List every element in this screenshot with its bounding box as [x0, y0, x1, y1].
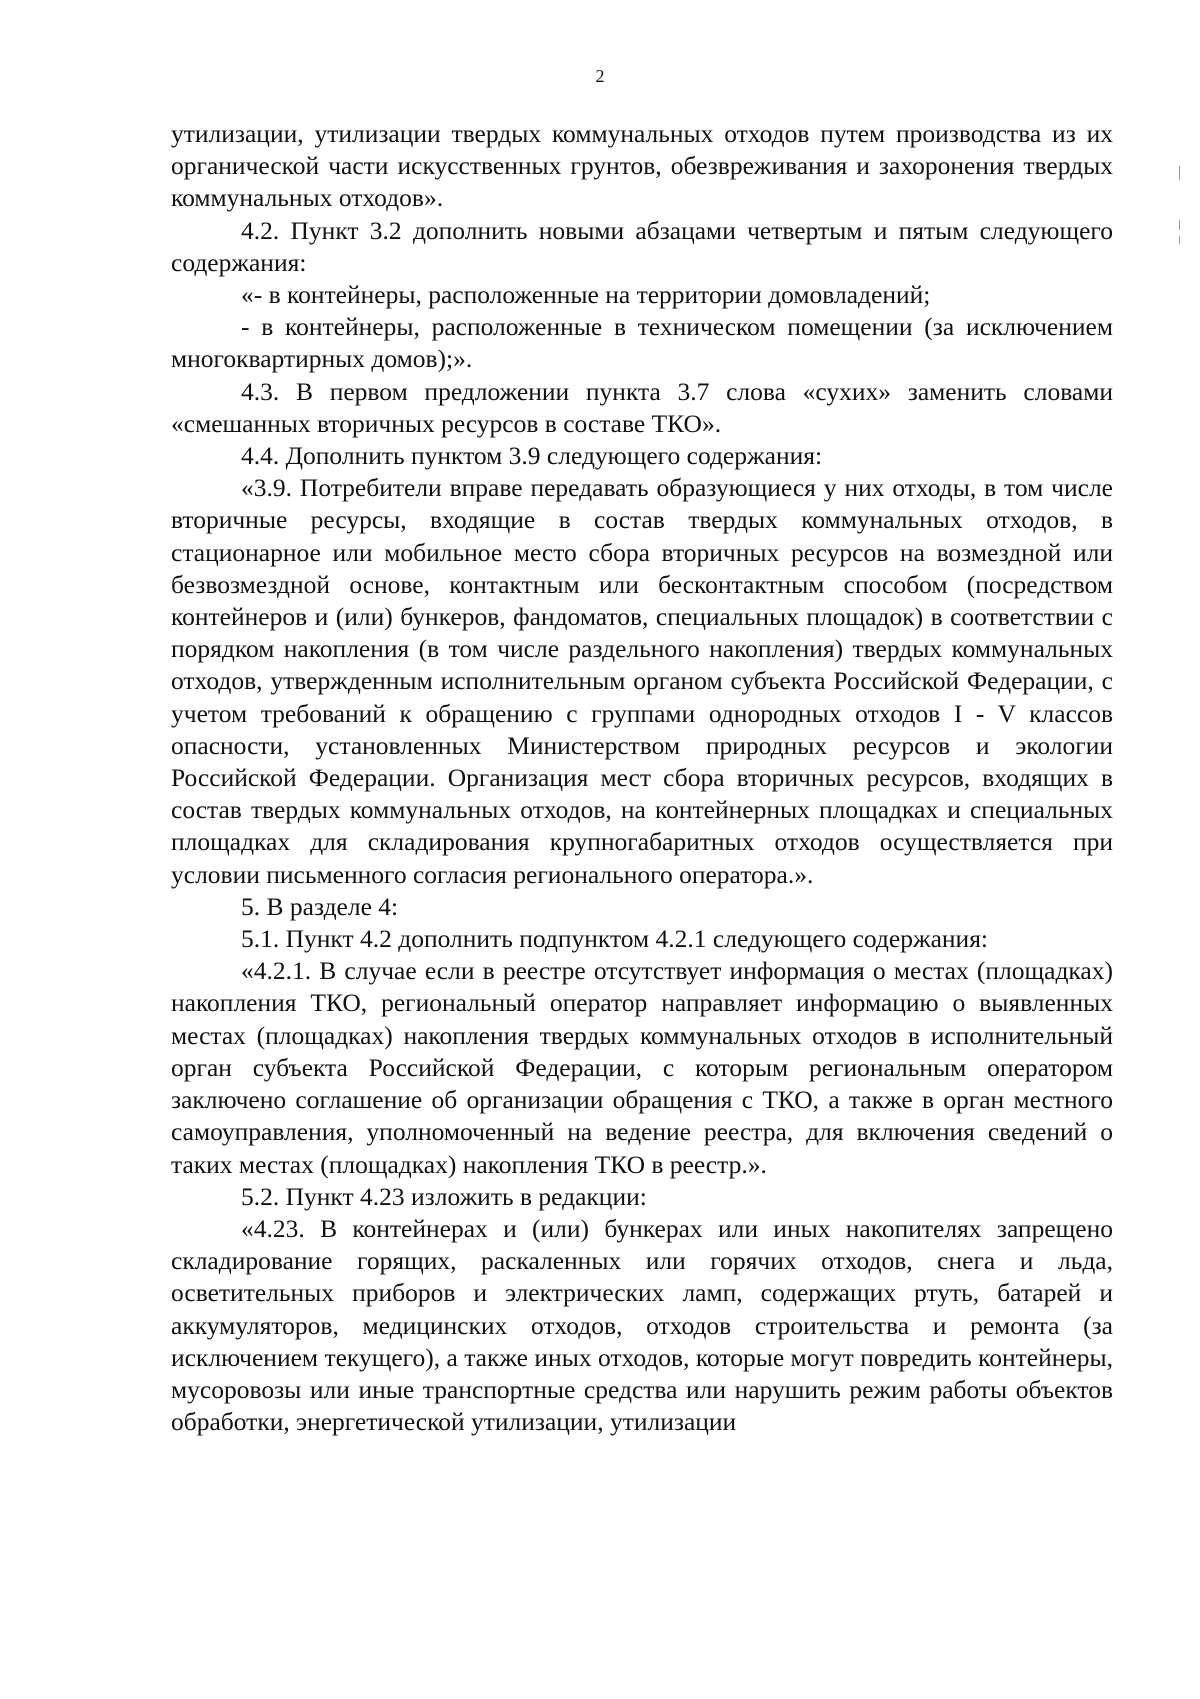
paragraph: 5. В разделе 4:: [241, 891, 399, 921]
page-number: 2: [595, 66, 605, 86]
paragraph: 4.4. Дополнить пунктом 3.9 следующего содержания:: [241, 441, 823, 471]
paragraph: «- в контейнеры, расположенные на территории домовладений;: [241, 280, 931, 310]
paragraph: 4.2. Пункт 3.2 дополнить новыми абзацами четвертым и пятым следующего содержания:: [171, 215, 1113, 277]
scan-artifact: [1179, 220, 1180, 230]
paragraph: утилизации, утилизации твердых коммунальных отходов путем производства из их органической части искусственных грунтов, обезвреживания и захоронения твердых коммунальных отходов».: [171, 119, 1113, 213]
scan-artifact: [1179, 236, 1180, 244]
paragraph: «4.23. В контейнерах и (или) бункерах или иных накопителях запрещено складирование горящих, раскаленных или горячих отходов, снега и льда, осветительных приборов и электрических ламп, содержащих ртуть, батарей и аккумуляторов, медицинских отходов, отходов строительства и ремонта (за исключением текущего), а также иных отходов, которые могут повредить контейнеры, мусоровозы или иные транспортные средства или нарушить режим работы объектов обработки, энергетической утилизации, утилизации: [171, 1213, 1113, 1437]
paragraph: 5.1. Пункт 4.2 дополнить подпунктом 4.2.1 следующего содержания:: [241, 924, 989, 954]
paragraph: 5.2. Пункт 4.23 изложить в редакции:: [241, 1181, 647, 1211]
paragraph: 4.3. В первом предложении пункта 3.7 слова «сухих» заменить словами «смешанных вторичных ресурсов в составе ТКО».: [171, 376, 1113, 438]
scan-artifact: [1179, 166, 1180, 180]
paragraph: «4.2.1. В случае если в реестре отсутствует информация о местах (площадках) накопления ТКО, региональный оператор направляет информацию о выявленных местах (площадках) накопления твердых коммунальных отходов в исполнительный орган субъекта Российской Федерации, с которым региональным оператором заключено соглашение об организации обращения с ТКО, а также в орган местного самоуправления, уполномоченный на ведение реестра, для включения сведений о таких местах (площадках) накопления ТКО в реестр.».: [171, 956, 1113, 1179]
paragraph: «3.9. Потребители вправе передавать образующиеся у них отходы, в том числе вторичные ресурсы, входящие в состав твердых коммунальных отходов, в стационарное или мобильное место сбора вторичных ресурсов на возмездной или безвозмездной основе, контактным или бесконтактным способом (посредством контейнеров и (или) бункеров, фандоматов, специальных площадок) в соответствии с порядком накопления (в том числе раздельного накопления) твердых коммунальных отходов, утвержденным исполнительным органом субъекта Российской Федерации, с учетом требований к обращению с группами однородных отходов I - V классов опасности, установленных Министерством природных ресурсов и экологии Российской Федерации. Организация мест сбора вторичных ресурсов, входящих в состав твердых коммунальных отходов, на контейнерных площадках и специальных площадках для складирования крупногабаритных отходов осуществляется при условии письменного согласия регионального оператора.».: [171, 473, 1113, 889]
document-body: [171, 118, 1113, 1438]
paragraph: - в контейнеры, расположенные в техническом помещении (за исключением многоквартирных домов);».: [171, 312, 1113, 374]
